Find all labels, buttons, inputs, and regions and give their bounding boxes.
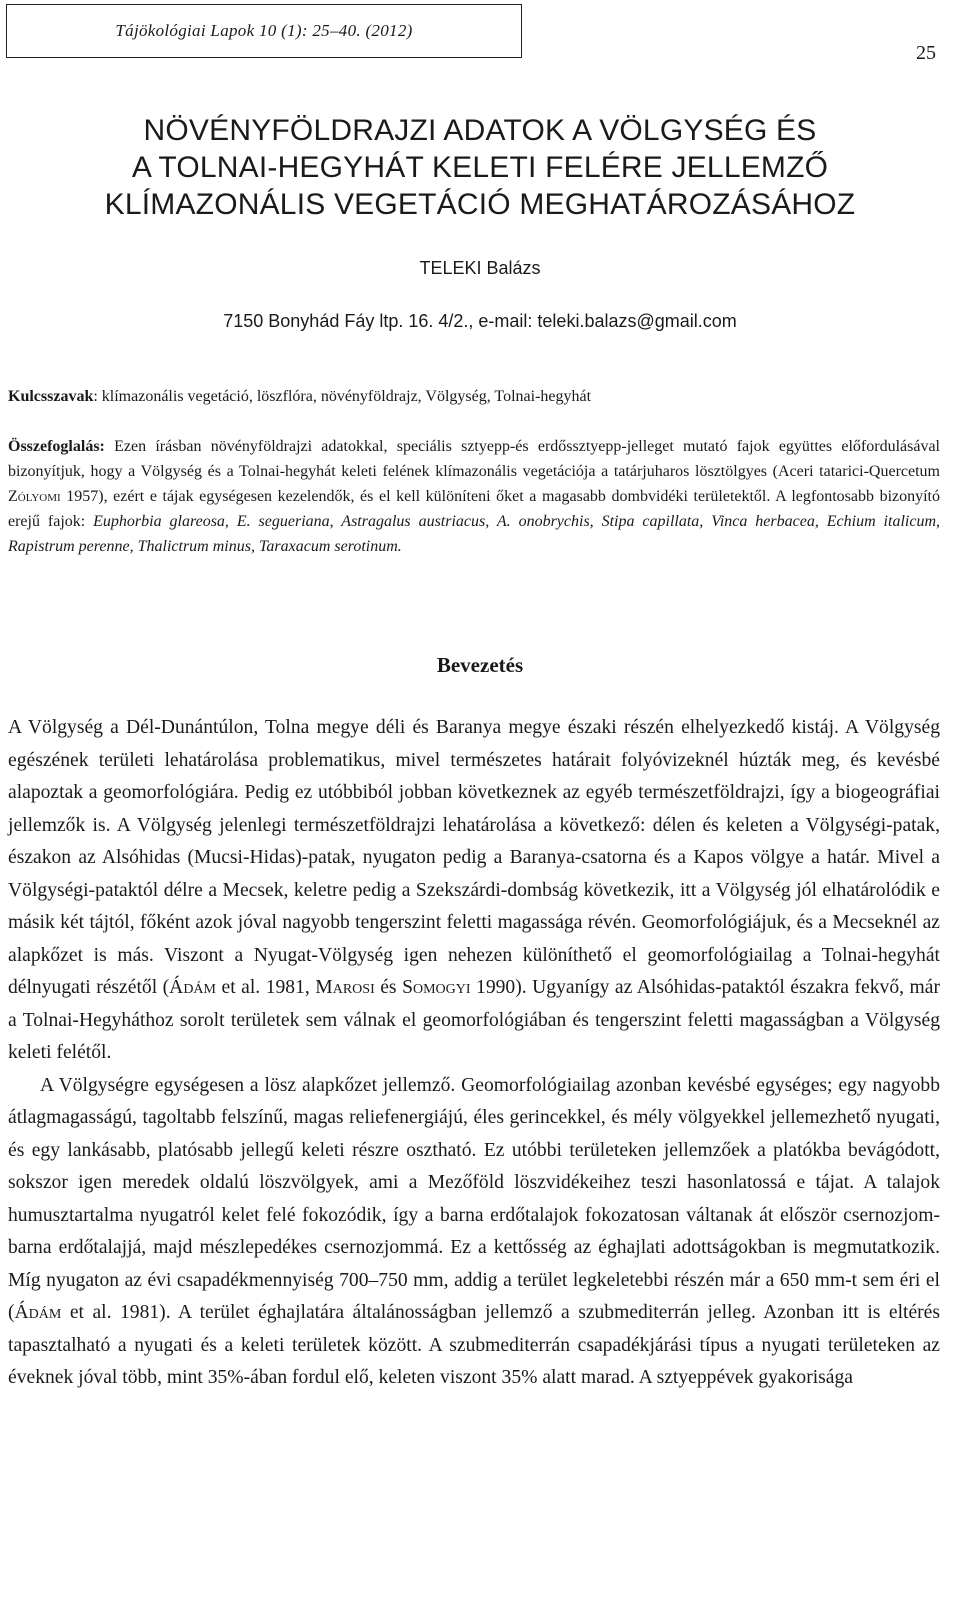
abstract: [8, 434, 940, 559]
journal-citation-box: [6, 4, 522, 58]
p1-text-1: A Völgység a Dél-Dunántúlon, Tolna megye déli és Baranya megye északi részén elhelyezkedő kistáj. A Völgység egészének területi lehatárolása problematikus, mivel természetes határait folyóvizeknél húzták meg, és kevésbé alapoztak a geomorfológiára. Pedig ez utóbbiból jobban következnek az egyéb természetföldrajzi, így a biogeográfiai jellemzők is. A Völgység jelenlegi természetföldrajzi lehatárolása a következő: délen és keleten a Völgységi-patak, északon az Alsóhidas (Mucsi-Hidas)-patak, nyugaton pedig a Baranya-csatorna és a Kapos völgye a határ. Mivel a Völgységi-pataktól délre a Mecsek, keletre pedig a Szekszárdi-dombság következik, itt a Völgység jól elhatárolódik e másik két tájtól, főként azok jóval nagyobb tengerszint feletti magassága révén. Geomorfológiájuk, és a Mecseknél az alapkőzet is más. Viszont a Nyugat-Völgység igen nehezen különíthető el geomorfológiailag a Tolnai-hegyhát délnyugati részétől (: [8, 717, 940, 998]
keywords-label: Kulcsszavak: [8, 388, 94, 405]
abstract-species-list: Euphorbia glareosa, E. segueriana, Astragalus austriacus, A. onobrychis, Stipa capillata, Vinca herbacea, Echium italicum, Rapistrum perenne, Thalictrum minus, Taraxacum serotinum.: [8, 513, 940, 555]
p2-text-1: A Völgységre egységesen a lösz alapkőzet jellemző. Geomorfológiailag azonban kevésbé egységes; egy nagyobb átlagmagasságú, tagoltabb felszínű, magas reliefenergiájú, éles gerincekkel, és mély völgyekkel jellemezhető nyugati, és egy lankásabb, platósabb jellegű keleti részre osztható. Ez utóbbi területeken jellemzőek a platókba bevágódott, sokszor igen meredek oldalú löszvölgyek, ami a Mezőföld löszvidékeihez teszi hasonlatossá e tájat. A talajok humusztartalma nyugatról kelet felé fokozódik, így a barna erdőtalajok fokozatosan váltanak át először csernozjom-barna erdőtalajjá, majd mészlepedékes csernozjommá. Ez a kettősség az éghajlati adottságokban is megmutatkozik. Míg nyugaton az évi csapadékmennyiség 700–750 mm, addig a terület legkeletebbi részén már a 650 mm-t sem éri el (: [8, 1074, 940, 1323]
p1-author-marosi: Marosi: [315, 977, 375, 998]
abstract-text-1: Ezen írásban növényföldrajzi adatokkal, speciális sztyepp-és erdőssztyepp-jelleget mutató fajok együttes előfordulásával bizonyítjuk, hogy a Völgység és a Tolnai-hegyhát keleti felének klímazonális vegetációja a tatárjuharos lösztölgyes (Aceri tatarici-Quercetum: [8, 438, 940, 480]
p1-text-2: et al. 1981,: [216, 977, 316, 998]
title-line-3: KLÍMAZONÁLIS VEGETÁCIÓ MEGHATÁROZÁSÁHOZ: [104, 188, 856, 221]
section-heading: Bevezetés: [436, 653, 524, 677]
p2-text-2: et al. 1981). A terület éghajlatára általánosságban jellemző a szubmediterrán jelleg. Azonban itt is eltérés tapasztalható a nyugati és a keleti területek között. A szubmediterrán csapadékjárási típus a nyugati területeken az éveknek jóval több, mint 35%-ában fordul elő, keleten viszont 35% alatt marad. A sztyeppévek gyakorisága: [8, 1302, 940, 1388]
keywords: [8, 385, 940, 408]
page-number: 25: [916, 42, 936, 64]
body-paragraph-2: [8, 1070, 940, 1395]
p1-text-3: és: [374, 977, 403, 998]
keywords-text: : klímazonális vegetáció, löszflóra, növényföldrajz, Völgység, Tolnai-hegyhát: [93, 388, 592, 405]
title-line-1: NÖVÉNYFÖLDRAJZI ADATOK A VÖLGYSÉG ÉS: [143, 114, 817, 147]
p1-text-4: 1990). Ugyanígy az Alsóhidas-pataktól északra fekvő, már a Tolnai-Hegyháthoz sorolt területek sem válnak el geomorfológiában és tengerszint feletti magasságban a Völgység keleti felétől.: [8, 977, 940, 1063]
body-text: [8, 712, 940, 1395]
title-line-2: A TOLNAI-HEGYHÁT KELETI FELÉRE JELLEMZŐ: [131, 151, 829, 184]
abstract-label: Összefoglalás:: [8, 438, 105, 455]
article-title: [0, 112, 960, 223]
abstract-text-2: 1957), ezért e tájak egységesen kezelendők, és el kell különíteni őket a magasabb dombvidéki területektől. A legfontosabb bizonyító erejű fajok:: [8, 488, 940, 530]
journal-citation: Tájökológiai Lapok 10 (1): 25–40. (2012): [115, 21, 413, 40]
p1-author-somogyi: Somogyi: [402, 977, 471, 998]
body-paragraph-1: [8, 712, 940, 1070]
author-name: TELEKI Balázs: [419, 258, 541, 278]
p2-author-adam: Ádám: [14, 1302, 62, 1323]
author-address: 7150 Bonyhád Fáy ltp. 16. 4/2., e-mail: teleki.balazs@gmail.com: [223, 311, 737, 331]
p1-author-adam: Ádám: [169, 977, 216, 998]
abstract-author-ref: Zólyomi: [8, 488, 61, 505]
